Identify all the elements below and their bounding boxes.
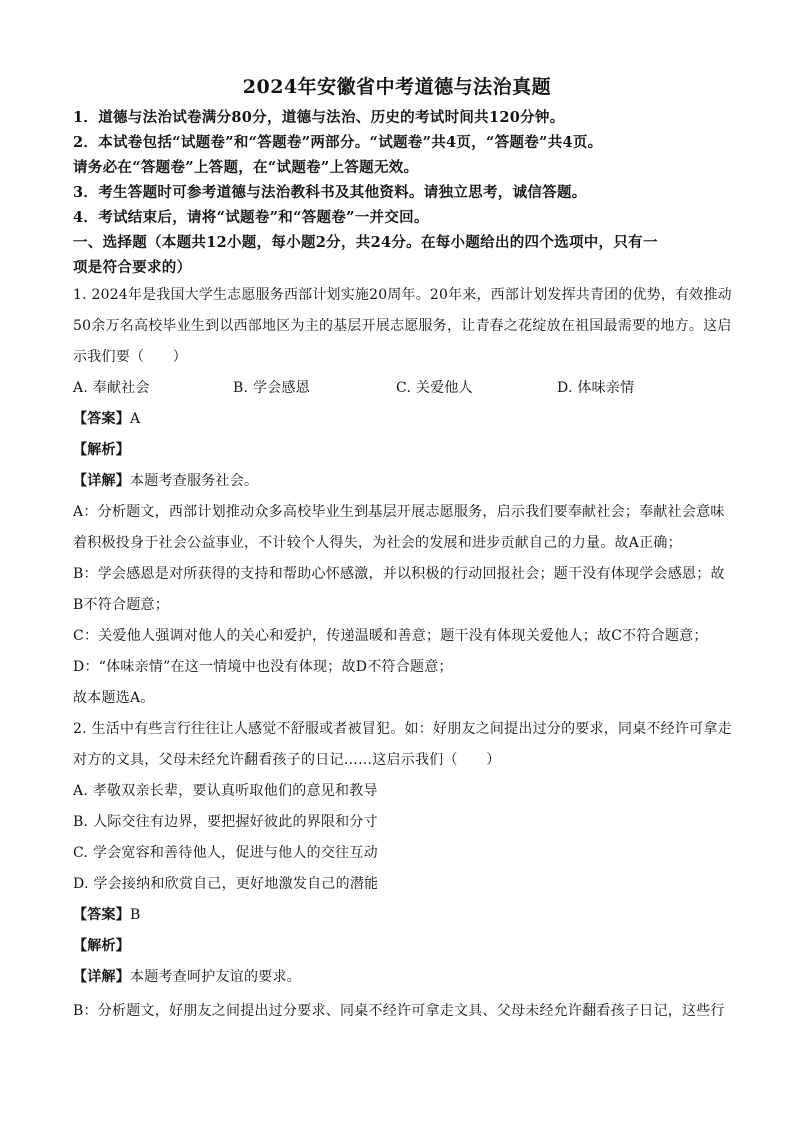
answer-value: A — [130, 411, 141, 427]
detail-text: 本题考查服务社会。 — [130, 473, 259, 489]
instruction-3: 3．考生答题时可参考道德与法治教科书及其他资料。请独立思考，诚信答题。 — [73, 184, 587, 201]
analysis-tag: 【解析】 — [73, 938, 130, 954]
q1-explain-6: D：“体味亲情”在这一情境中也没有体现；故D不符合题意； — [73, 659, 453, 675]
q1-explain-1: A：分析题文，西部计划推动众多高校毕业生到基层开展志愿服务，启示我们要奉献社会；奉献社会意味 — [73, 504, 725, 520]
answer-tag: 【答案】 — [73, 411, 130, 427]
q1-explain-5: C：关爱他人强调对他人的关心和爱护，传递温暖和善意；题干没有体现关爱他人；故C不符合题意； — [73, 628, 708, 644]
q2-detail — [73, 966, 301, 986]
q1-option-a: A. 奉献社会 — [73, 380, 150, 396]
q1-option-c: C. 关爱他人 — [396, 380, 473, 396]
q2-stem-line-1: 2. 生活中有些言行往往让人感觉不舒服或者被冒犯。如：好朋友之间提出过分的要求，同桌不经许可拿走 — [73, 721, 732, 737]
q1-stem-line-1: 1. 2024年是我国大学生志愿服务西部计划实施20周年。20年来，西部计划发挥共青团的优势，有效推动 — [73, 287, 732, 303]
q2-explain-1: B：分析题文，好朋友之间提出过分要求、同桌不经许可拿走文具、父母未经允许翻看孩子日记，这些行 — [73, 1003, 725, 1019]
q1-explain-3: B：学会感恩是对所获得的支持和帮助心怀感激，并以积极的行动回报社会；题干没有体现学会感恩；故 — [73, 566, 725, 582]
q2-option-c: C. 学会宽容和善待他人，促进与他人的交往互动 — [73, 845, 378, 861]
q1-explain-2: 着积极投身于社会公益事业，不计较个人得失，为社会的发展和进步贡献自己的力量。故A正确； — [73, 535, 682, 551]
q1-explain-4: B不符合题意； — [73, 597, 170, 613]
section-heading-cont: 项是符合要求的） — [73, 259, 192, 276]
q1-option-b: B. 学会感恩 — [233, 380, 310, 396]
detail-tag: 【详解】 — [73, 473, 130, 489]
instruction-2-cont: 请务必在“答题卷”上答题，在“试题卷”上答题无效。 — [73, 159, 419, 176]
analysis-tag: 【解析】 — [73, 442, 130, 458]
answer-tag: 【答案】 — [73, 907, 130, 923]
instruction-2: 2．本试卷包括“试题卷”和“答题卷”两部分。“试题卷”共4页，“答题卷”共4页。 — [73, 134, 603, 151]
q1-explain-7: 故本题选A。 — [73, 690, 155, 706]
page-title: 2024年安徽省中考道德与法治真题 — [242, 76, 552, 98]
q1-option-d: D. 体味亲情 — [557, 380, 635, 396]
q2-stem-line-2: 对方的文具，父母未经允许翻看孩子的日记……这启示我们（ ） — [73, 752, 501, 768]
q1-detail — [73, 470, 258, 490]
instruction-1: 1．道德与法治试卷满分80分，道德与法治、历史的考试时间共120分钟。 — [73, 109, 565, 126]
q1-stem-line-3: 示我们要（ ） — [73, 349, 187, 365]
q1-stem-line-2: 50余万名高校毕业生到以西部地区为主的基层开展志愿服务，让青春之花绽放在祖国最需要的地方。这启 — [73, 318, 732, 334]
section-heading: 一、选择题（本题共12小题，每小题2分，共24分。在每小题给出的四个选项中，只有一 — [73, 234, 658, 251]
q1-analysis — [73, 439, 130, 459]
q2-option-b: B. 人际交往有边界，要把握好彼此的界限和分寸 — [73, 814, 378, 830]
detail-tag: 【详解】 — [73, 969, 130, 985]
q2-option-a: A. 孝敬双亲长辈，要认真听取他们的意见和教导 — [73, 783, 378, 799]
q2-analysis — [73, 935, 130, 955]
q1-answer — [73, 408, 140, 428]
instruction-4: 4．考试结束后，请将“试题卷”和“答题卷”一并交回。 — [73, 209, 429, 226]
q2-option-d: D. 学会接纳和欣赏自己，更好地激发自己的潜能 — [73, 876, 379, 892]
detail-text: 本题考查呵护友谊的要求。 — [130, 969, 301, 985]
q2-answer — [73, 904, 141, 924]
answer-value: B — [130, 907, 141, 923]
